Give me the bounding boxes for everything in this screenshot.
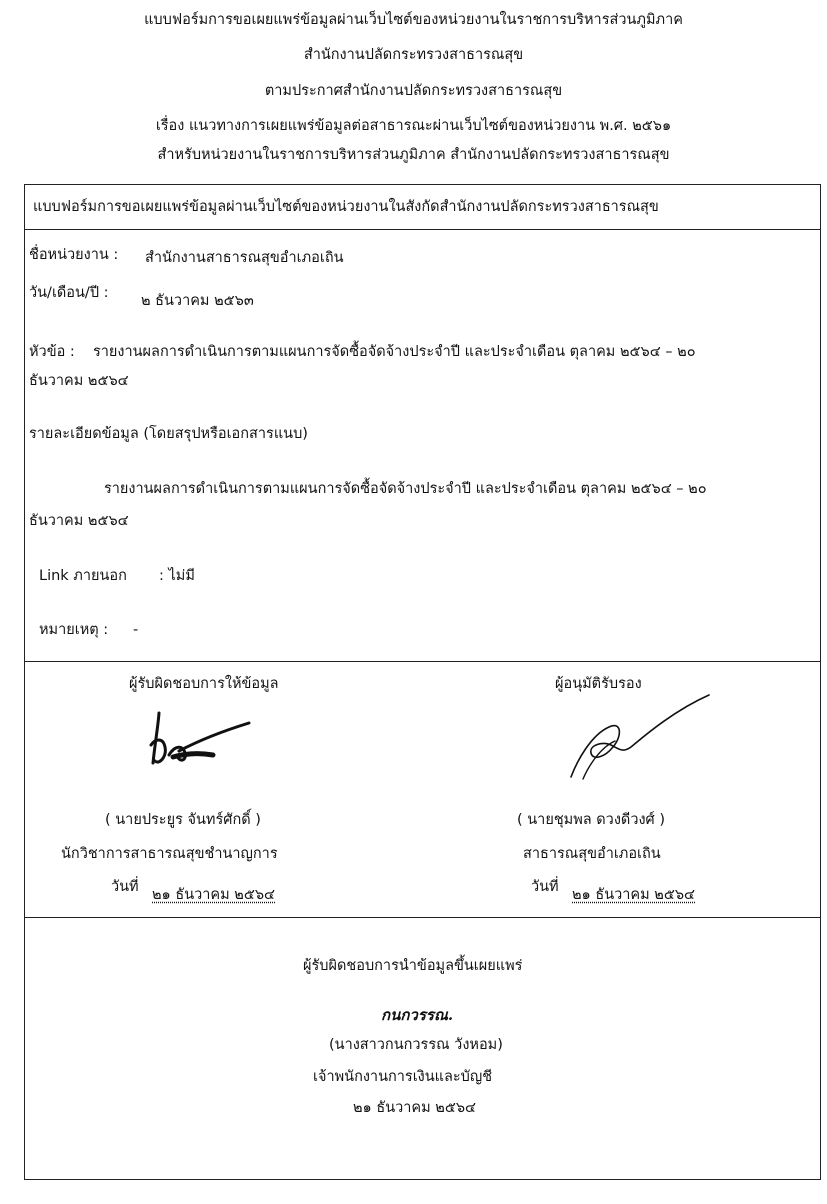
divider <box>25 229 820 230</box>
left-signature <box>143 705 253 771</box>
divider <box>25 661 820 662</box>
right-signer-name: ( นายชุมพล ดวงดีวงศ์ ) <box>517 812 666 828</box>
header-line-5: สำหรับหน่วยงานในราชการบริหารส่วนภูมิภาค สำนักงานปลัดกระทรวงสาธารณสุข <box>157 147 670 163</box>
publisher-role: ผู้รับผิดชอบการนำข้อมูลขึ้นเผยแพร่ <box>303 958 523 974</box>
divider <box>25 917 820 918</box>
detail-label: รายละเอียดข้อมูล (โดยสรุปหรือเอกสารแนบ) <box>29 426 308 442</box>
right-date-value: ๒๑ ธันวาคม ๒๕๖๔ <box>572 887 695 903</box>
subject-value-line-1: รายงานผลการดำเนินการตามแผนการจัดซื้อจัดจ้างประจำปี และประจำเดือน ตุลาคม ๒๕๖๔ – ๒๐ <box>93 344 696 360</box>
date-value: ๒ ธันวาคม ๒๕๖๓ <box>141 293 254 309</box>
header-line-2: สำนักงานปลัดกระทรวงสาธารณสุข <box>303 47 524 63</box>
remark-value: - <box>133 622 139 638</box>
header-line-3: ตามประกาศสำนักงานปลัดกระทรวงสาธารณสุข <box>264 83 563 99</box>
agency-value: สำนักงานสาธารณสุขอำเภอเถิน <box>145 250 344 266</box>
left-signer-role: ผู้รับผิดชอบการให้ข้อมูล <box>129 676 279 692</box>
form-frame <box>24 184 821 1180</box>
detail-line-2: ธันวาคม ๒๕๖๔ <box>29 513 129 529</box>
remark-label: หมายเหตุ : <box>39 622 109 638</box>
publisher-signature: กนกวรรณ. <box>381 1006 454 1024</box>
left-date-label: วันที่ <box>111 879 139 895</box>
agency-label: ชื่อหน่วยงาน : <box>29 247 119 263</box>
header-line-1: แบบฟอร์มการขอเผยแพร่ข้อมูลผ่านเว็บไซต์ของหน่วยงานในราชการบริหารส่วนภูมิภาค <box>144 12 683 28</box>
right-signature <box>563 691 715 783</box>
header-line-4: เรื่อง แนวทางการเผยแพร่ข้อมูลต่อสาธารณะผ่านเว็บไซต์ของหน่วยงาน พ.ศ. ๒๕๖๑ <box>155 118 672 134</box>
subject-label: หัวข้อ : <box>29 344 75 360</box>
subject-value-line-2: ธันวาคม ๒๕๖๔ <box>29 373 129 389</box>
publisher-name: (นางสาวกนกวรรณ วังหอม) <box>329 1037 503 1053</box>
left-signer-name: ( นายประยูร จันทร์ศักดิ์ ) <box>105 812 261 828</box>
right-signer-position: สาธารณสุขอำเภอเถิน <box>523 846 661 862</box>
link-value: : ไม่มี <box>159 568 195 584</box>
left-signer-position: นักวิชาการสาธารณสุขชำนาญการ <box>61 846 278 862</box>
publisher-position: เจ้าพนักงานการเงินและบัญชี <box>313 1069 493 1085</box>
form-title: แบบฟอร์มการขอเผยแพร่ข้อมูลผ่านเว็บไซต์ของหน่วยงานในสังกัดสำนักงานปลัดกระทรวงสาธารณสุข <box>33 199 659 215</box>
link-label: Link ภายนอก <box>39 568 127 584</box>
right-date-label: วันที่ <box>531 879 559 895</box>
date-label: วัน/เดือน/ปี : <box>29 285 109 301</box>
publisher-date: ๒๑ ธันวาคม ๒๕๖๔ <box>353 1100 476 1116</box>
left-date-value: ๒๑ ธันวาคม ๒๕๖๔ <box>152 887 275 903</box>
detail-line-1: รายงานผลการดำเนินการตามแผนการจัดซื้อจัดจ้างประจำปี และประจำเดือน ตุลาคม ๒๕๖๔ – ๒๐ <box>104 481 707 497</box>
right-signer-role: ผู้อนุมัติรับรอง <box>555 676 642 692</box>
